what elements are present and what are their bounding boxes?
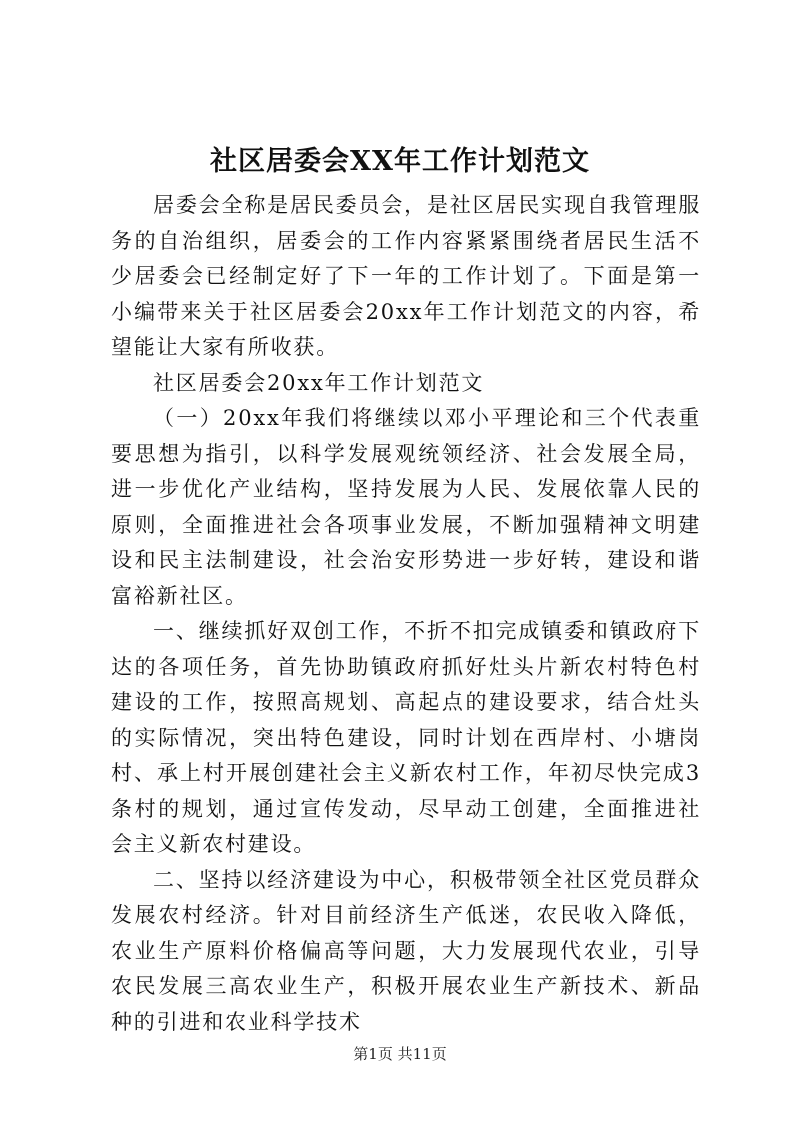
paragraph-subtitle: 社区居委会20xx年工作计划范文 — [153, 370, 485, 395]
document-body — [111, 188, 701, 1040]
paragraph-intro: 居委会全称是居民委员会，是社区居民实现自我管理服务的自治组织，居委会的工作内容紧紧围绕者居民生活不少居委会已经制定好了下一年的工作计划了。下面是第一小编带来关于社区居委会20xx年工作计划范文的内容，希望能让大家有所收获。 — [111, 193, 701, 359]
document-title: 社区居委会XX年工作计划范文 — [210, 146, 590, 177]
paragraph-section-3: 二、坚持以经济建设为中心，积极带领全社区党员群众发展农村经济。针对目前经济生产低迷，农民收入降低，农业生产原料价格偏高等问题，大力发展现代农业，引导农民发展三高农业生产，积极开展农业生产新技术、新品种的引进和农业科学技术 — [111, 867, 701, 1034]
paragraph-section-2: 一、继续抓好双创工作，不折不扣完成镇委和镇政府下达的各项任务，首先协助镇政府抓好灶头片新农村特色村建设的工作，按照高规划、高起点的建设要求，结合灶头的实际情况，突出特色建设，同时计划在西岸村、小塘岗村、承上村开展创建社会主义新农村工作，年初尽快完成3条村的规划，通过宣传发动，尽早动工创建，全面推进社会主义新农村建设。 — [111, 619, 701, 856]
page-number-footer: 第1页 共11页 — [353, 1045, 447, 1063]
paragraph-section-1: （一）20xx年我们将继续以邓小平理论和三个代表重要思想为指引，以科学发展观统领经济、社会发展全局，进一步优化产业结构，坚持发展为人民、发展依靠人民的原则，全面推进社会各项事业发展，不断加强精神文明建设和民主法制建设，社会治安形势进一步好转，建设和谐富裕新社区。 — [111, 406, 701, 608]
